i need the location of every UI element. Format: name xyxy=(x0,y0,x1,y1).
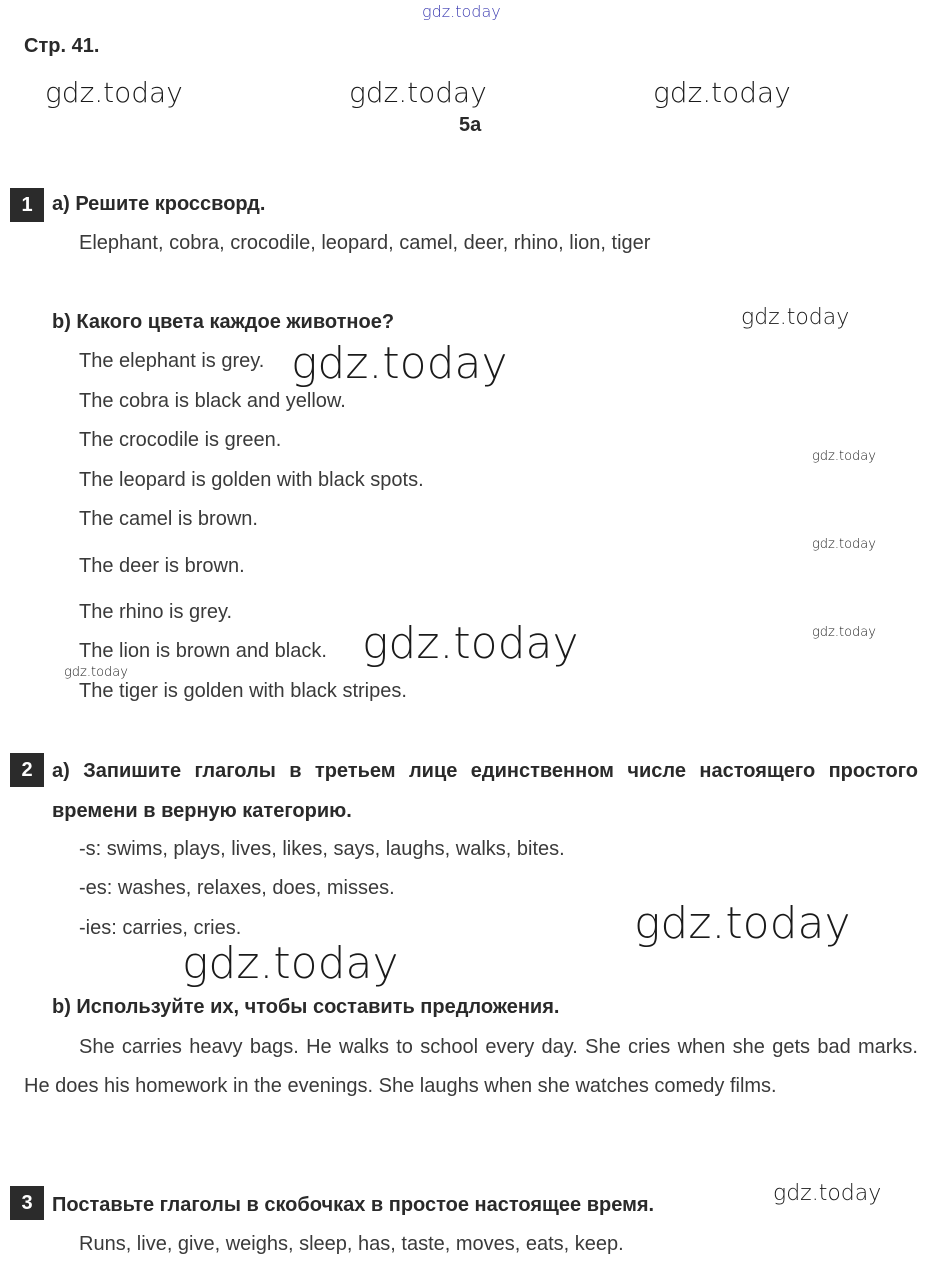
watermark: gdz.today xyxy=(291,338,508,389)
watermark: gdz.today xyxy=(349,76,487,109)
answer-line: The cobra is black and yellow. xyxy=(79,390,346,412)
unit-label: 5a xyxy=(459,114,482,136)
exercise-1a-answer: Elephant, cobra, crocodile, leopard, camel, deer, rhino, lion, tiger xyxy=(79,232,651,254)
watermark: gdz.today xyxy=(812,449,876,464)
watermark: gdz.today xyxy=(812,537,876,552)
watermark-top: gdz.today xyxy=(422,2,501,21)
answer-line: The tiger is golden with black stripes. xyxy=(79,680,407,702)
page-number: Стр. 41. xyxy=(24,35,100,57)
answer-line: The crocodile is green. xyxy=(79,429,282,451)
exercise-1b-heading: b) Какого цвета каждое животное? xyxy=(52,311,395,333)
answer-line: -ies: carries, cries. xyxy=(79,917,242,939)
answer-line: The elephant is grey. xyxy=(79,350,265,372)
answer-line: The leopard is golden with black spots. xyxy=(79,469,424,491)
answer-line: The deer is brown. xyxy=(79,555,245,577)
watermark: gdz.today xyxy=(45,76,183,109)
exercise-3-heading: Поставьте глаголы в скобочках в простое настоящее время. xyxy=(52,1194,655,1216)
watermark: gdz.today xyxy=(182,938,399,989)
answer-line: -es: washes, relaxes, does, misses. xyxy=(79,877,395,899)
exercise-2a-heading: a) Запишите глаголы в третьем лице единственном числе настоящего простого времени в верную категорию. xyxy=(52,760,918,822)
watermark: gdz.today xyxy=(773,1181,882,1206)
watermark: gdz.today xyxy=(653,76,791,109)
watermark: gdz.today xyxy=(64,665,128,680)
exercise-2b-heading: b) Используйте их, чтобы составить предложения. xyxy=(52,996,560,1018)
exercise-2b-paragraph: She carries heavy bags. He walks to school every day. She cries when she gets bad marks. He does his homework in the evenings. She laughs when she watches comedy films. xyxy=(24,1036,918,1097)
exercise-number: 1 xyxy=(10,188,44,222)
answer-line: The lion is brown and black. xyxy=(79,640,327,662)
exercise-number: 3 xyxy=(10,1186,44,1220)
watermark: gdz.today xyxy=(812,625,876,640)
exercise-3-answer: Runs, live, give, weighs, sleep, has, taste, moves, eats, keep. xyxy=(79,1233,624,1255)
watermark: gdz.today xyxy=(741,305,850,330)
answer-line: The camel is brown. xyxy=(79,508,258,530)
watermark: gdz.today xyxy=(362,618,579,669)
watermark: gdz.today xyxy=(634,898,851,949)
answer-line: The rhino is grey. xyxy=(79,601,233,623)
answer-line: -s: swims, plays, lives, likes, says, laughs, walks, bites. xyxy=(79,838,565,860)
exercise-number: 2 xyxy=(10,753,44,787)
exercise-1a-heading: a) Решите кроссворд. xyxy=(52,193,266,215)
